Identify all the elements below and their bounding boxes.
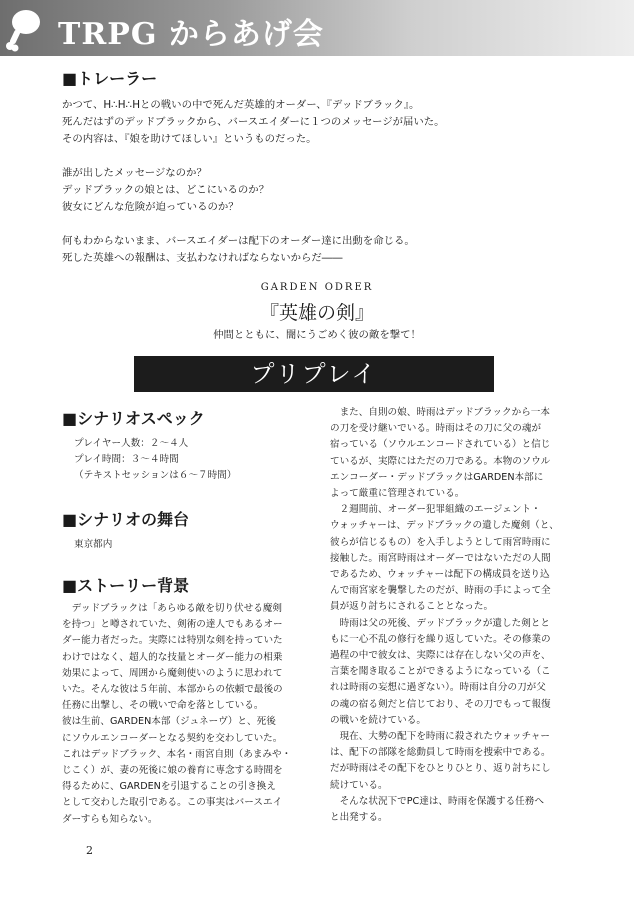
- story-line: んで雨宮家を襲撃したのだが、時雨の手によって全: [330, 585, 551, 597]
- story-line: 得るために、GARDENを引退することの引き換え: [62, 781, 276, 793]
- trailer-line: 何もわからないまま、バースエイダーは配下のオーダー達に出動を命じる。: [62, 235, 415, 247]
- story-line: よって厳重に管理されている。: [330, 488, 465, 500]
- story-line: じこく）が、妻の死後に娘の養育に専念する時間を: [62, 765, 283, 777]
- header-banner: [0, 0, 634, 56]
- story-line: いた。そんな彼は５年前、本部からの依頼で最後の: [62, 684, 283, 696]
- spec-line: プレイヤー人数：２～４人: [74, 438, 189, 449]
- story-left-column: [62, 601, 291, 828]
- order-title: 『英雄の剣』: [259, 302, 374, 324]
- story-line: 宿っている（ソウルエンコードされている）と信じ: [330, 439, 551, 451]
- trailer-line: 死した英雄への報酬は、支払わなければならないからだ――: [62, 252, 343, 264]
- story-line: 過程の中で彼女は、実際には存在しない父の声を、: [330, 650, 551, 662]
- stage-text: 東京都内: [74, 539, 113, 550]
- story-line: は、配下の部隊を総動員して時雨を捜索中である。: [330, 747, 551, 759]
- section-banner: プリプレイ: [134, 356, 494, 392]
- story-line: の戦いを続けている。: [330, 714, 426, 726]
- trailer-line: その内容は、『娘を助けてほしい』というものだった。: [62, 133, 317, 145]
- story-line: エンコーダー・デッドブラックはGARDEN本部に: [330, 471, 544, 483]
- story-line: わけではなく、超人的な技量とオーダー能力の相乗: [62, 651, 283, 663]
- page-number: 2: [86, 844, 93, 857]
- trailer-line: かつて、H∴H∴Hとの戦いの中で死んだ英雄的オーダー、『デッドブラック』。: [62, 99, 420, 111]
- story-line: を持つ」と噂されていた、剣術の達人でもあるオー: [62, 619, 283, 631]
- story-line: そんな状況下でPC達は、時雨を保護する任務へ: [330, 795, 544, 807]
- story-line: だが時雨はその配下をひとりひとり、返り討ちにし: [330, 763, 551, 775]
- story-line: ているが、実際にはただの刀である。本物のソウル: [330, 455, 551, 467]
- story-line: 続けている。: [330, 779, 388, 791]
- story-line: 彼は生前、GARDEN本部（ジュネーヴ）と、死後: [62, 716, 276, 728]
- story-line: 員が返り討ちにされることとなった。: [330, 601, 494, 613]
- story-line: れは時雨の妄想に過ぎない）。時雨は自分の刀が父: [330, 682, 546, 694]
- story-heading: ■ストーリー背景: [62, 576, 190, 595]
- chicken-drumstick-icon: [4, 4, 44, 52]
- story-line: 任務に出撃し、その戦いで命を落としている。: [62, 700, 264, 712]
- story-line: ウォッチャーは、デッドブラックの遺した魔剣（と、: [330, 520, 559, 532]
- trailer-line: 彼女にどんな危険が迫っているのか？: [62, 201, 239, 213]
- story-line: これはデッドブラック、本名・雨宮自則（あまみや・: [62, 748, 292, 760]
- story-line: として交わした取引である。この事実はバースエイ: [62, 797, 283, 809]
- trailer-line: 誰が出したメッセージなのか？: [62, 167, 207, 179]
- header-title: TRPG からあげ会: [58, 17, 324, 52]
- story-line: また、自則の娘、時雨はデッドブラックから一本: [330, 407, 550, 418]
- story-line: にソウルエンコーダーとなる契約を交わしていた。: [62, 732, 283, 744]
- story-right-column: [330, 405, 559, 826]
- story-line: ２週間前、オーダー犯罪組織のエージェント・: [330, 504, 541, 516]
- story-line: もに一心不乱の修行を繰り返していた。その修業の: [330, 633, 551, 645]
- spec-list: [74, 436, 236, 485]
- story-line: デッドブラックは「あらゆる敵を切り伏せる魔剣: [62, 603, 282, 614]
- story-line: の刀を受け継いでいる。時雨はその刀に父の魂が: [330, 423, 542, 435]
- story-line: 現在、大勢の配下を時雨に殺されたウォッチャー: [330, 731, 550, 743]
- story-line: ダーすらも知らない。: [62, 813, 158, 825]
- order-label: GARDEN ODRER: [260, 282, 374, 293]
- story-line: 効果によって、周囲から魔剣使いのように思われて: [62, 667, 283, 679]
- story-line: 接触した。雨宮時雨はオーダーではないただの人間: [330, 552, 551, 564]
- trailer-line: 死んだはずのデッドブラックから、バースエイダーに１つのメッセージが届いた。: [62, 116, 445, 128]
- spec-line: プレイ時間：３～４時間: [74, 454, 179, 466]
- story-line: 彼らが信じるもの）を入手しようとして雨宮時雨に: [330, 536, 551, 548]
- story-line: であるため、ウォッチャーは配下の構成員を送り込: [330, 569, 550, 581]
- spec-heading: ■シナリオスペック: [62, 409, 205, 428]
- story-line: ダー能力者だった。実際には特別な剣を持っていた: [62, 635, 283, 647]
- stage-heading: ■シナリオの舞台: [62, 510, 189, 529]
- spec-line: （テキストセッションは６～７時間）: [74, 470, 237, 482]
- trailer-line: デッドブラックの娘とは、どこにいるのか？: [62, 184, 270, 196]
- order-tagline: 仲間とともに、闇にうごめく彼の敵を撃て！: [213, 329, 421, 341]
- story-line: 言葉を聞き取ることができるようになっている（こ: [330, 666, 551, 678]
- trailer-text: [62, 97, 445, 267]
- story-line: と出発する。: [330, 812, 388, 824]
- story-line: 時雨は父の死後、デッドブラックが遺した剣とと: [330, 617, 550, 629]
- story-line: の魂の宿る剣だと信じており、その刀でもって報復: [330, 698, 551, 710]
- trailer-heading: ■トレーラー: [62, 69, 158, 88]
